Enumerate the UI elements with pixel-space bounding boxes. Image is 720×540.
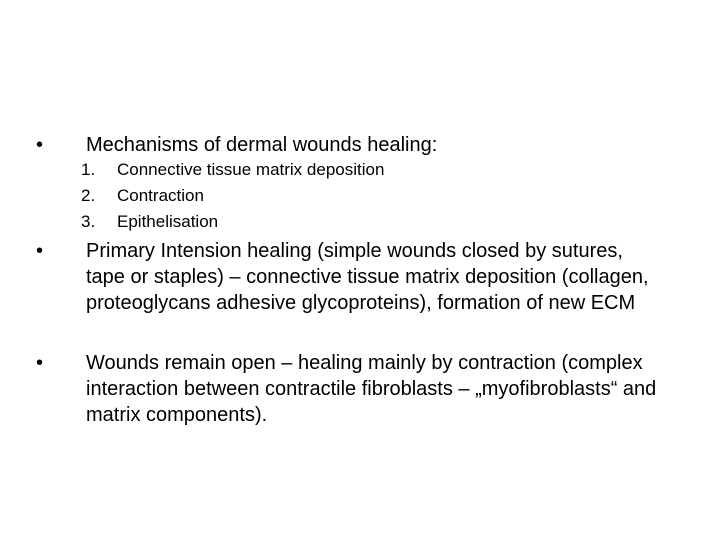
list-item xyxy=(80,157,384,183)
bullet-marker-1: • xyxy=(36,134,44,156)
mechanisms-list xyxy=(80,157,384,235)
list-item xyxy=(80,209,384,235)
bullet-text-primary-intension: Primary Intension healing (simple wounds closed by sutures, tape or staples) – connective tissue matrix deposition (collagen, proteoglycans adhesive glycoproteins), formation of new ECM xyxy=(86,240,649,314)
list-item-number: 1. xyxy=(81,160,96,179)
list-item xyxy=(80,183,384,209)
bullet-marker-3: • xyxy=(36,352,44,374)
bullet-text-mechanisms: Mechanisms of dermal wounds healing: xyxy=(86,134,438,156)
bullet-text-open-wounds: Wounds remain open – healing mainly by contraction (complex interaction between contractile fibroblasts – „myofibroblasts“ and matrix components). xyxy=(86,352,657,426)
list-item-number: 2. xyxy=(81,186,96,205)
bullet-marker-2: • xyxy=(36,240,44,262)
list-item-text: Contraction xyxy=(117,186,204,205)
list-item-number: 3. xyxy=(81,212,96,231)
list-item-text: Epithelisation xyxy=(117,212,219,231)
list-item-text: Connective tissue matrix deposition xyxy=(117,160,385,179)
